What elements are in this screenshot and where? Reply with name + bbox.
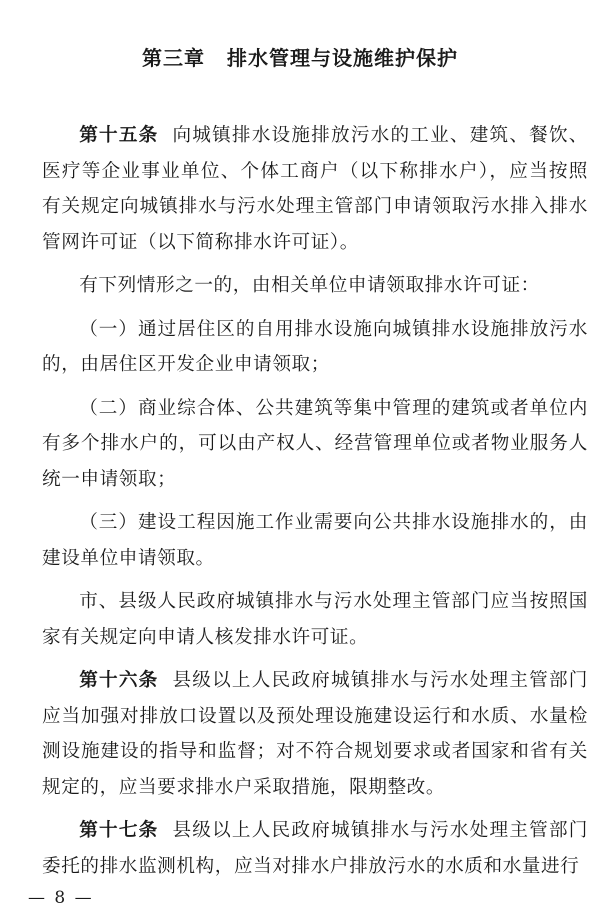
- page-number: — 8 —: [28, 888, 94, 908]
- paragraph-text: （三）建设工程因施工作业需要向公共排水设施排水的，由建设单位申请领取。: [42, 512, 588, 569]
- paragraph-text: 向城镇排水设施排放污水的工业、建筑、餐饮、医疗等企业事业单位、个体工商户（以下称排水户），应当按照有关规定向城镇排水与污水处理主管部门申请领取污水排入排水管网许可证（以下简称排水许可证）。: [42, 125, 588, 253]
- article-15-paragraph: [42, 118, 588, 260]
- article-label: 第十七条: [79, 820, 159, 841]
- article-17-paragraph: [42, 813, 588, 884]
- paragraph-text: 有下列情形之一的，由相关单位申请领取排水许可证：: [79, 275, 540, 296]
- article-label: 第十六条: [79, 670, 159, 691]
- chapter-number: 第三章: [142, 46, 205, 70]
- paragraph-text: 县级以上人民政府城镇排水与污水处理主管部门应当加强对排放口设置以及预处理设施建设运行和水质、水量检测设施建设的指导和监督；对不符合规划要求或者国家和省有关规定的，应当要求排水户采取措施，限期整改。: [42, 670, 588, 798]
- article-16-paragraph: [42, 663, 588, 805]
- paragraph-text: （二）商业综合体、公共建筑等集中管理的建筑或者单位内有多个排水户的，可以由产权人、经营管理单位或者物业服务人统一申请领取；: [42, 397, 588, 490]
- document-body: [42, 118, 588, 884]
- chapter-name: 排水管理与设施维护保护: [227, 46, 458, 70]
- chapter-title: [0, 42, 600, 71]
- article-label: 第十五条: [79, 125, 159, 146]
- paragraph-text: （一）通过居住区的自用排水设施向城镇排水设施排放污水的，由居住区开发企业申请领取；: [42, 318, 588, 375]
- paragraph: [42, 584, 588, 655]
- list-item-1: [42, 312, 588, 383]
- list-item-2: [42, 391, 588, 498]
- paragraph-text: 市、县级人民政府城镇排水与污水处理主管部门应当按照国家有关规定向申请人核发排水许可证。: [42, 591, 588, 648]
- list-item-3: [42, 505, 588, 576]
- paragraph: [42, 268, 588, 304]
- paragraph-text: 县级以上人民政府城镇排水与污水处理主管部门委托的排水监测机构，应当对排水户排放污水的水质和水量进行: [42, 820, 588, 877]
